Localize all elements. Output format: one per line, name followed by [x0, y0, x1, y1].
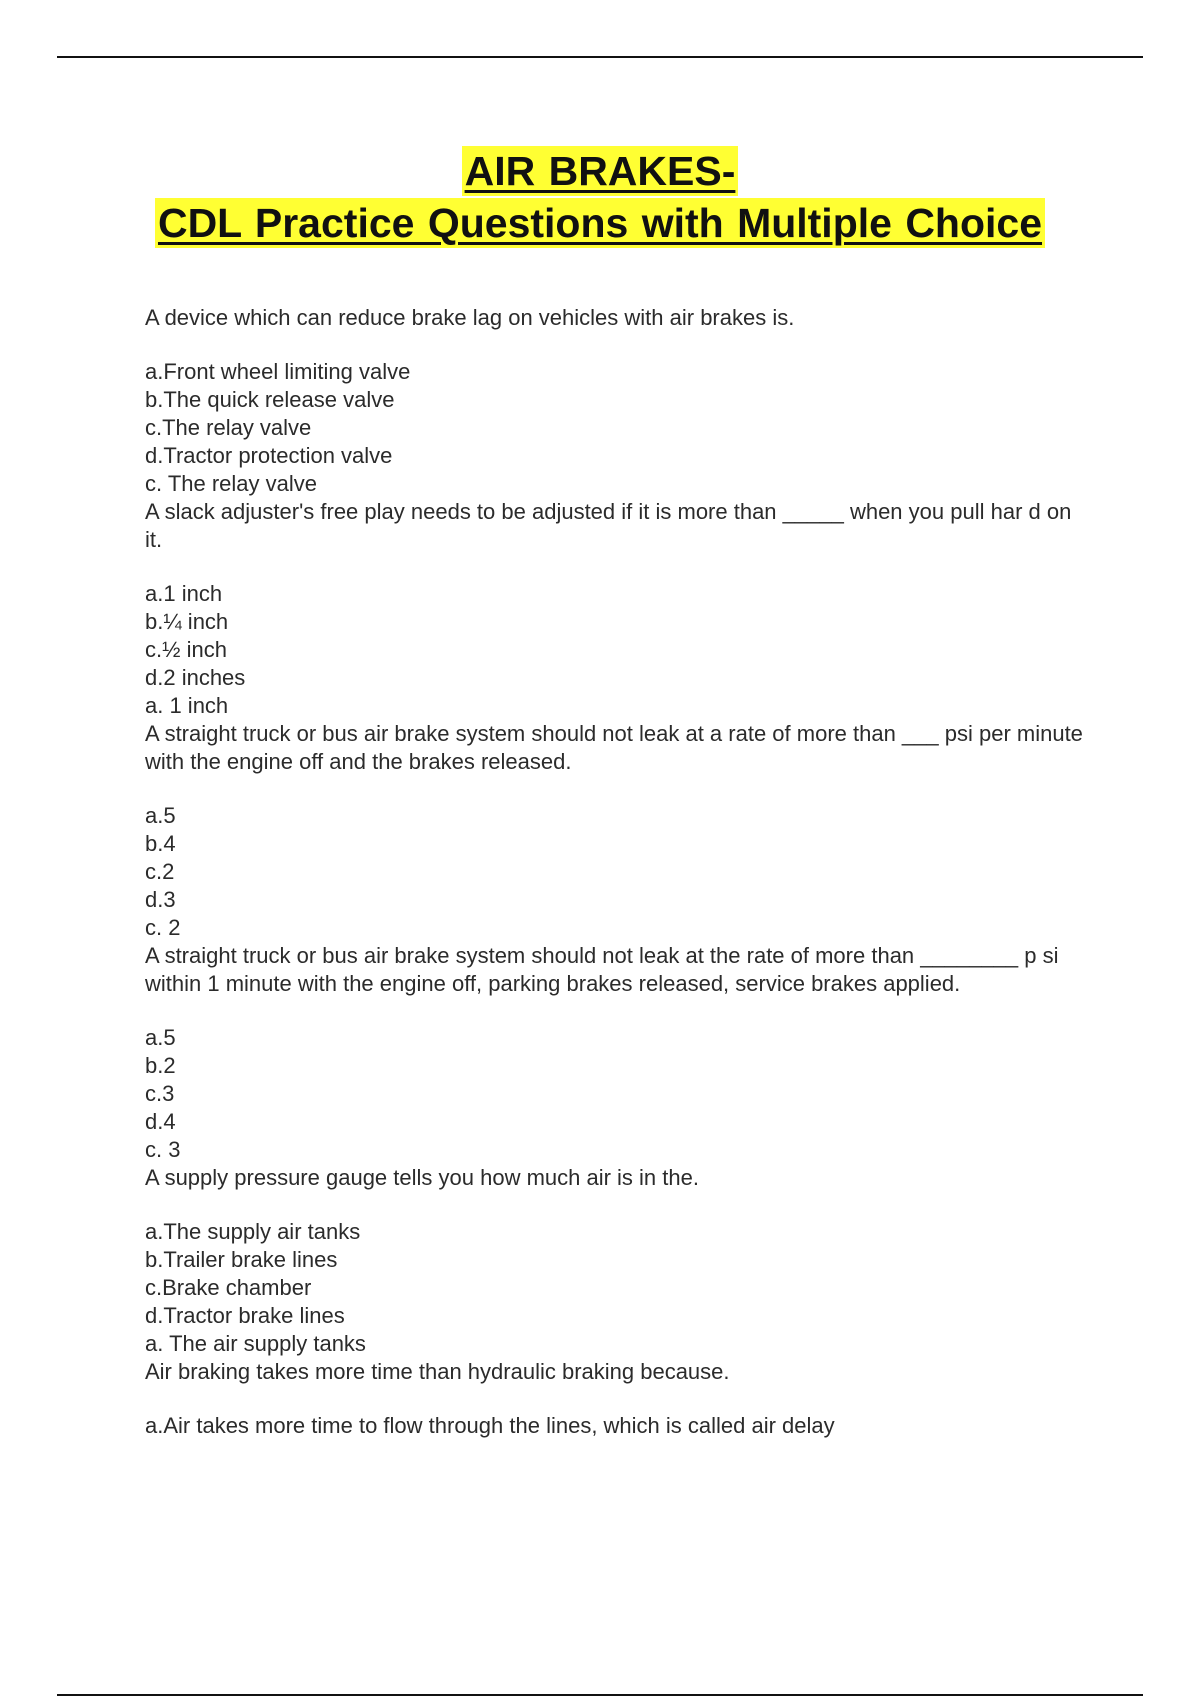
option-d: d.2 inches — [145, 665, 246, 690]
option-c: c.Brake chamber — [145, 1275, 312, 1300]
option-c: c.2 — [145, 859, 175, 884]
answer-text: c. The relay valve — [145, 471, 318, 496]
option-b: b.2 — [145, 1053, 176, 1078]
bottom-rule — [57, 1694, 1143, 1696]
question-text: A supply pressure gauge tells you how much air is in the. — [145, 1165, 699, 1190]
option-c: c.The relay valve — [145, 415, 312, 440]
answer-text: a. The air supply tanks — [145, 1331, 366, 1356]
option-b: b.The quick release valve — [145, 387, 395, 412]
answer-text: c. 3 — [145, 1137, 181, 1162]
option-b: b.Trailer brake lines — [145, 1247, 338, 1272]
question-block — [145, 720, 1085, 942]
question-block — [145, 1164, 1085, 1358]
option-a: a.5 — [145, 803, 176, 828]
document-title — [0, 146, 1200, 250]
option-d: d.Tractor protection valve — [145, 443, 393, 468]
question-block — [145, 942, 1085, 1164]
answer-text: a. 1 inch — [145, 693, 229, 718]
question-text: A slack adjuster's free play needs to be adjusted if it is more than _____ when you pull har d on it. — [145, 499, 1072, 552]
question-block — [145, 498, 1085, 720]
option-a: a.5 — [145, 1025, 176, 1050]
option-a: a.Air takes more time to flow through the lines, which is called air delay — [145, 1413, 835, 1438]
question-text: A device which can reduce brake lag on vehicles with air brakes is. — [145, 305, 795, 330]
question-text: A straight truck or bus air brake system should not leak at the rate of more than ________ p si within 1 minute with the engine off, parking brakes released, service brakes applied. — [145, 943, 1059, 996]
answer-text: c. 2 — [145, 915, 181, 940]
option-c: c.½ inch — [145, 637, 227, 662]
option-d: d.3 — [145, 887, 176, 912]
title-line-2: CDL Practice Questions with Multiple Choice — [155, 198, 1045, 248]
option-d: d.Tractor brake lines — [145, 1303, 345, 1328]
option-b: b.¼ inch — [145, 609, 229, 634]
option-c: c.3 — [145, 1081, 175, 1106]
option-b: b.4 — [145, 831, 176, 856]
top-rule — [57, 56, 1143, 58]
question-list — [145, 304, 1085, 1440]
option-d: d.4 — [145, 1109, 176, 1134]
option-a: a.1 inch — [145, 581, 223, 606]
question-block — [145, 1358, 1085, 1440]
question-block — [145, 304, 1085, 498]
option-a: a.Front wheel limiting valve — [145, 359, 411, 384]
question-text: A straight truck or bus air brake system should not leak at a rate of more than ___ psi per minute with the engine off and the brakes released. — [145, 721, 1083, 774]
question-text: Air braking takes more time than hydraulic braking because. — [145, 1359, 730, 1384]
option-a: a.The supply air tanks — [145, 1219, 361, 1244]
title-line-1: AIR BRAKES- — [462, 146, 739, 196]
